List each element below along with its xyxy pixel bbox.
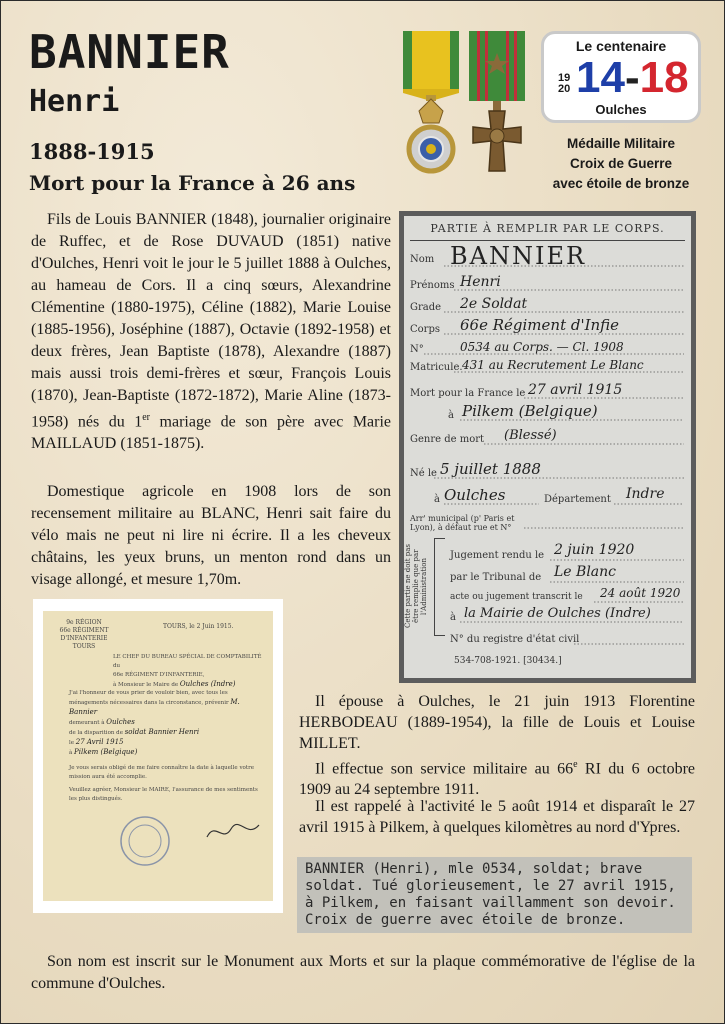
letter-addr-3: à Monsieur le Maire de (113, 682, 179, 688)
bio-paragraph-3 (299, 691, 695, 754)
fiche-label-numero: N° (410, 344, 424, 355)
letter-hand-4: 27 Avril 1915 (75, 738, 124, 746)
letter-hand-1: M. Bannier (69, 698, 240, 716)
medal-labels (541, 134, 701, 194)
fiche-value-grade: 2e Soldat (460, 296, 528, 312)
fiche-value-lieu-ne: Oulches (444, 486, 506, 504)
fiche-label-matricule: Matricule. (410, 362, 463, 373)
fiche-side-note: Cette partie ne doit pas être remplie que par l'Administration (404, 544, 428, 629)
letter-hand-2: Oulches (106, 718, 135, 726)
fiche-label-prenoms: Prénoms (410, 280, 455, 291)
bio-p1-text: Fils de Louis BANNIER (1848), journalier originaire de Ruffec, et de Rose DUVAUD (1851) native d'Oulches, Henri voit le jour le 5 juillet 1888 à Oulches, au hameau de Cors. Il a cinq sœurs, Alexandrine Clémentine (1880-1975), Céline (1882), Marie Louise (1885-1956), Joséphine (1887), Octavie (1892-1958) et deux frères, Jean Baptiste (1878), Alexandre (1887) mais aussi trois demi-frères et sœur, François Louis (1870), Jean-Baptiste (1872-1872), Marie Aline (1873-1958) nés du (31, 211, 391, 431)
bio-p4-sup: e (573, 759, 578, 770)
fiche-value-tribunal: Le Blanc (554, 564, 617, 580)
fiche-label-mort: Mort pour la France le (410, 388, 526, 399)
letter-signature (203, 817, 263, 847)
surname-title: BANNIER (29, 25, 230, 79)
fiche-mort-pour-la-france (399, 211, 696, 683)
fiche-value-transcrit: 24 août 1920 (600, 586, 681, 600)
fiche-label-nom: Nom (410, 254, 435, 265)
fiche-value-jugement: 2 juin 1920 (554, 542, 635, 558)
letter-body-7: Veuillez agréer, Monsieur le MAIRE, l'assurance de mes sentiments les plus distingués. (69, 787, 258, 802)
letter-address (113, 653, 263, 690)
fiche-label-tribunal: par le Tribunal de (450, 572, 542, 583)
letter-hand-3: soldat Bannier Henri (124, 728, 200, 736)
fiche-label-arrondissement: Arr' municipal (p' Paris et Lyon), à défaut rue et N° (410, 514, 515, 532)
fiche-value-lieu-mort: Pilkem (Belgique) (462, 402, 598, 420)
fiche-label-lieu-mort: à (448, 410, 454, 421)
bio-p6-text: Son nom est inscrit sur le Monument aux Morts et sur la plaque commémorative de l'église de la commune d'Oulches. (31, 953, 695, 992)
fiche-footer: 534-708-1921. [30434.] (454, 656, 562, 666)
medaille-militaire-icon (403, 31, 459, 171)
clipping-line-3: à Pilkem, en faisant vaillamment son devoir. (305, 895, 676, 911)
logo-year-bottom: 20 (558, 83, 571, 95)
logo-years (558, 73, 570, 95)
bio-p3-text: Il épouse à Oulches, le 21 juin 1913 Florentine HERBODEAU (1889-1954), la fille de Louis et Louise MILLET. (299, 693, 695, 752)
clipping-line-4: Croix de guerre avec étoile de bronze. (305, 912, 626, 928)
fiche-label-jugement: Jugement rendu le (450, 550, 545, 561)
fiche-value-numero: 0534 au Corps. — Cl. 1908 (460, 340, 624, 354)
regiment-letter (33, 599, 283, 913)
fiche-inner (404, 216, 691, 678)
medal-label-croix: Croix de Guerre (569, 156, 673, 171)
medal-label-militaire: Médaille Militaire (566, 136, 676, 151)
clipping-line-2: soldat. Tué glorieusement, le 27 avril 1915, (305, 878, 676, 894)
letter-addr-2: 66e RÉGIMENT D'INFANTERIE, (113, 672, 205, 678)
fiche-label-ne: Né le (410, 468, 437, 479)
letter-addr-1: LE CHEF DU BUREAU SPÉCIAL DE COMPTABILITÉ du (113, 654, 262, 669)
fiche-label-grade: Grade (410, 302, 442, 313)
letter-header-regiment: 66e RÉGIMENT D'INFANTERIE (59, 627, 109, 642)
fiche-value-prenoms: Henri (460, 274, 501, 290)
letter-stamp (115, 811, 175, 871)
fiche-value-departement: Indre (626, 486, 665, 502)
clipping-line-1: BANNIER (Henri), mle 0534, soldat; brave (305, 861, 643, 877)
fiche-label-transcrit: acte ou jugement transcrit le (450, 592, 583, 602)
logo-dash: - (624, 53, 640, 102)
letter-hand-5: Pilkem (Belgique) (74, 748, 138, 756)
fiche-label-mairie: à (450, 612, 456, 623)
life-years: 1888-1915 (29, 139, 155, 164)
logo-title: Le centenaire (575, 38, 667, 54)
letter-body (69, 689, 265, 804)
fiche-label-genre: Genre de mort (410, 434, 485, 445)
fiche-label-lieu-ne: à (434, 494, 440, 505)
logo-year-top: 19 (558, 72, 571, 84)
fiche-value-genre: (Blessé) (504, 428, 557, 443)
letter-body-1: J'ai l'honneur de vous prier de vouloir bien, avec tous les ménagements nécessaires dans la circonstance, prévenir (69, 690, 229, 706)
medals-image (399, 31, 537, 181)
bio-p5-text: Il est rappelé à l'activité le 5 août 1914 et disparaît le 27 avril 1915 à Pilkem, à quelques kilomètres au nord d'Ypres. (299, 798, 695, 836)
bio-p1-sup: er (142, 412, 151, 423)
fiche-label-corps: Corps (410, 324, 440, 335)
fiche-value-nom: BANNIER (450, 242, 587, 270)
medal-label-etoile: avec étoile de bronze (552, 176, 690, 191)
bio-p1-end: mariage de son père avec Marie MAILLAUD (1851-1875). (31, 413, 392, 453)
letter-paper (43, 611, 273, 901)
fiche-value-ne: 5 juillet 1888 (440, 460, 541, 478)
fiche-value-corps: 66e Régiment d'Infie (460, 316, 620, 334)
bio-p4-text: Il effectue son service militaire au 66 (315, 760, 574, 778)
logo-14: 14 (576, 53, 625, 102)
centenaire-logo (541, 31, 701, 123)
letter-addr-hand: Oulches (Indre) (179, 680, 236, 688)
fiche-label-departement: Département (544, 494, 611, 505)
fiche-value-matricule: 431 au Recrutement Le Blanc (462, 358, 644, 372)
letter-body-6: Je vous serais obligé de me faire connaître la date à laquelle votre mission aura été accomplie. (69, 765, 254, 780)
letter-body-4: le (69, 740, 75, 746)
bio-paragraph-4 (299, 754, 695, 800)
bio-paragraph-6 (31, 951, 695, 995)
fiche-value-mort: 27 avril 1915 (528, 382, 623, 398)
letter-body-3: de la disparition de (69, 730, 123, 736)
bio-p1-ordinal: 1 (134, 413, 143, 431)
bio-paragraph-2 (31, 481, 391, 591)
bio-p4-end: RI du 6 octobre 1909 au 24 septembre 1911. (299, 760, 696, 799)
fiche-title: PARTIE À REMPLIR PAR LE CORPS. (430, 222, 665, 235)
fiche-value-mairie: la Mairie de Oulches (Indre) (464, 606, 651, 621)
bio-paragraph-1 (31, 209, 391, 455)
letter-header-region: 9e RÉGION (66, 619, 102, 626)
logo-18: 18 (639, 53, 689, 102)
letter-header-city: TOURS (72, 643, 96, 650)
logo-village: Oulches (595, 102, 647, 117)
firstname-title: Henri (29, 84, 120, 119)
letter-header (49, 619, 119, 651)
fiche-label-registre: N° du registre d'état civil (450, 634, 580, 645)
fiche-dotted-lines (404, 216, 691, 678)
croix-de-guerre-icon (469, 31, 525, 171)
logo-big-number (576, 53, 689, 102)
letter-place-date: TOURS, le 2 Juin 1915. (163, 623, 234, 630)
newspaper-clipping (297, 857, 692, 933)
death-subtitle: Mort pour la France à 26 ans (29, 171, 356, 195)
bio-p2-text: Domestique agricole en 1908 lors de son recensement militaire au BLANC, Henri sait faire du vélo mais ne peut ni lire ni écrire. Il a les cheveux châtains, les yeux bruns, un menton rond dans un visage allongé, et mesure 1,70m. (31, 483, 391, 588)
letter-body-5: à (69, 750, 73, 756)
letter-body-2: demeurant à (69, 720, 105, 726)
bio-paragraph-5 (299, 796, 695, 838)
